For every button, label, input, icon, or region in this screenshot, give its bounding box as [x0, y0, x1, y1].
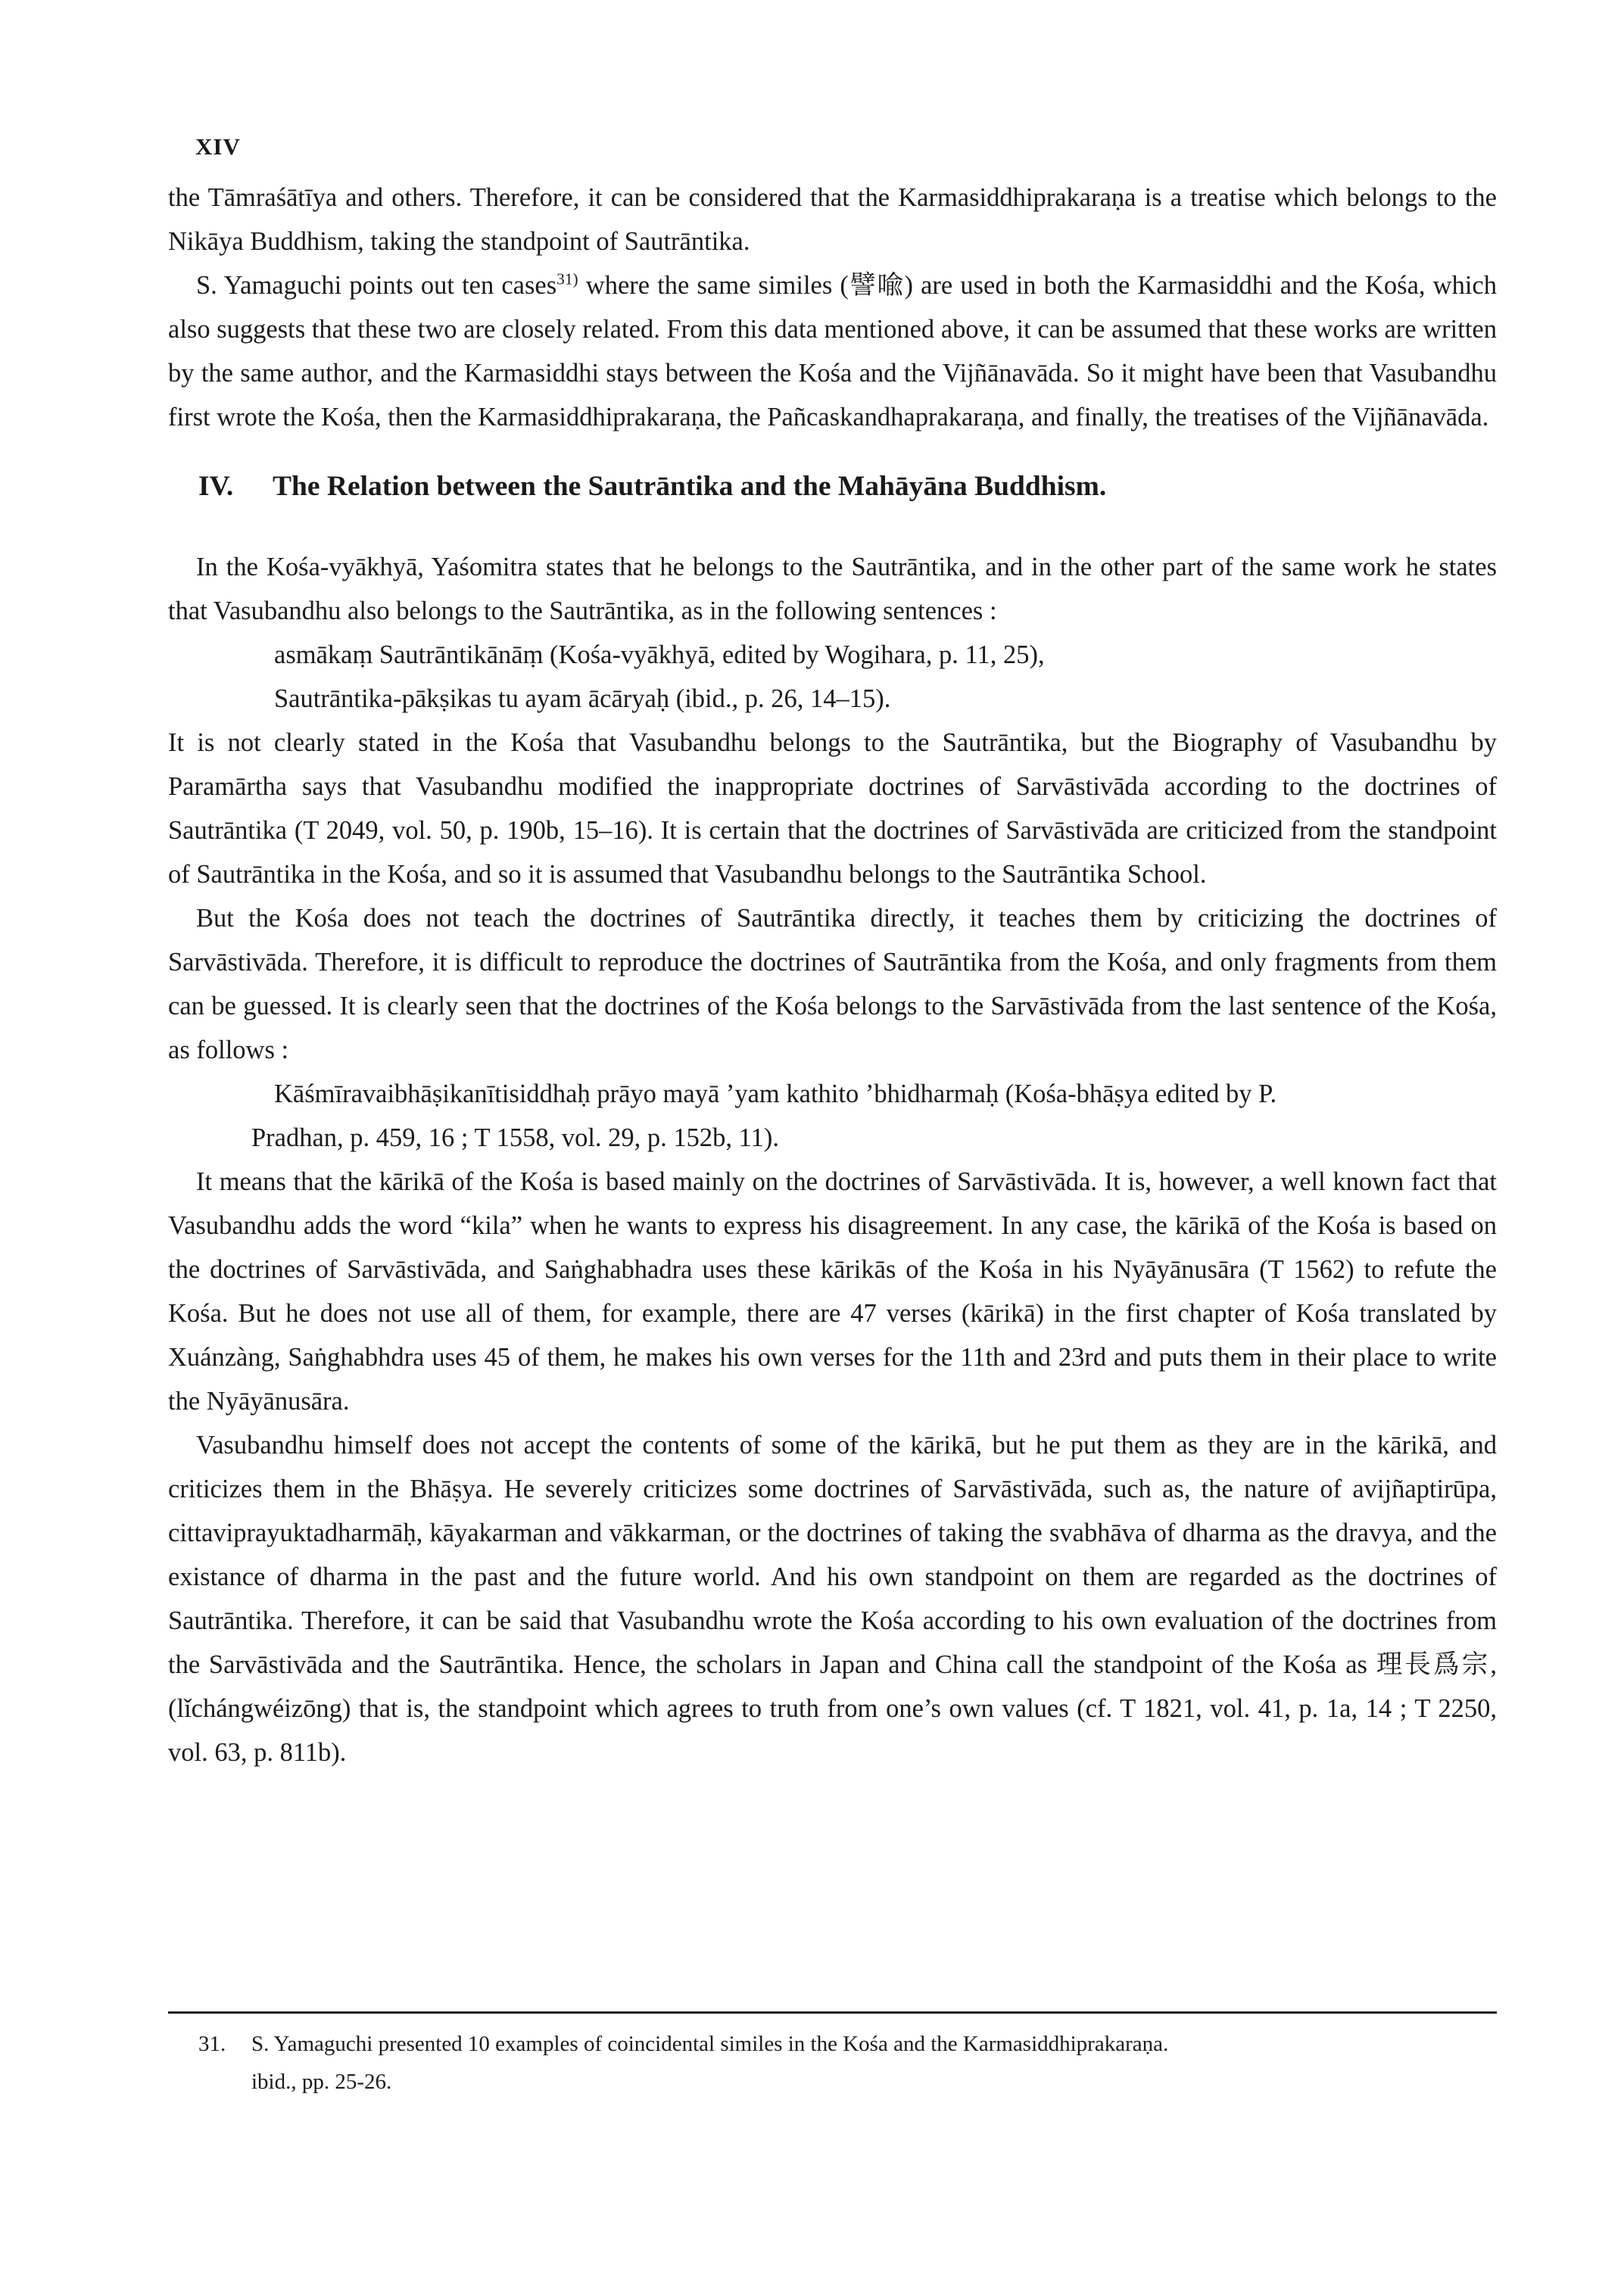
- quote-sanskrit-1: asmākaṃ Sautrāntikānāṃ (Kośa-vyākhyā, edited by Wogihara, p. 11, 25),: [274, 640, 1045, 669]
- body-text: [168, 176, 1497, 1774]
- paragraph-yamaguchi-start: S. Yamaguchi points out ten cases: [196, 271, 557, 300]
- paragraph-continuation: the Tāmraśātīya and others. Therefore, it can be considered that the Karmasiddhiprakaraṇa is a treatise which belongs to the Nikāya Buddhism, taking the standpoint of Sautrāntika.: [168, 183, 1497, 256]
- footnote-text: S. Yamaguchi presented 10 examples of coincidental similes in the Kośa and the Karmasiddhiprakaraṇa.: [251, 2032, 1169, 2056]
- paragraph-yasomitra: In the Kośa-vyākhyā, Yaśomitra states that he belongs to the Sautrāntika, and in the other part of the same work he states that Vasubandhu also belongs to the Sautrāntika, as in the following sentences :: [168, 553, 1497, 625]
- page-number: XIV: [195, 133, 241, 160]
- footnote-ref-31[interactable]: 31): [556, 269, 578, 288]
- footnote-divider: [168, 2011, 1497, 2014]
- footnote-number: 31.: [198, 2032, 226, 2056]
- footnote-line: [198, 2025, 1497, 2063]
- paragraph-kosa-teaching: But the Kośa does not teach the doctrines of Sautrāntika directly, it teaches them by criticizing the doctrines of Sarvāstivāda. Therefore, it is difficult to reproduce the doctrines of Sautrāntika from the Kośa, and only fragments from them can be guessed. It is clearly seen that the doctrines of the Kośa belongs to the Sarvāstivāda from the last sentence of the Kośa, as follows :: [168, 904, 1497, 1064]
- paragraph-yamaguchi: [168, 263, 1497, 439]
- quote-kasmira-line2: Pradhan, p. 459, 16 ; T 1558, vol. 29, p. 152b, 11).: [251, 1123, 780, 1152]
- section-number: IV.: [198, 471, 234, 502]
- paragraph-yamaguchi-rest: where the same similes (譬喩) are used in both the Karmasiddhi and the Kośa, which also suggests that these two are closely related. From this data mentioned above, it can be assumed that these works are written by the same author, and the Karmasiddhi stays between the Kośa and the Vijñānavāda. So it might have been that Vasubandhu first wrote the Kośa, then the Karmasiddhiprakaraṇa, the Pañcaskandhaprakaraṇa, and finally, the treatises of the Vijñānavāda.: [168, 271, 1497, 431]
- quote-kasmira-line1: Kāśmīravaibhāṣikanītisiddhaḥ prāyo mayā ’yam kathito ’bhidharmaḥ (Kośa-bhāṣya edited by P.: [274, 1080, 1277, 1108]
- paragraph-biography: It is not clearly stated in the Kośa that Vasubandhu belongs to the Sautrāntika, but the Biography of Vasubandhu by Paramārtha says that Vasubandhu modified the inappropriate doctrines of Sarvāstivāda according to the doctrines of Sautrāntika (T 2049, vol. 50, p. 190b, 15–16). It is certain that the doctrines of Sarvāstivāda are criticized from the standpoint of Sautrāntika in the Kośa, and so it is assumed that Vasubandhu belongs to the Sautrāntika School.: [168, 728, 1497, 889]
- section-title: The Relation between the Sautrāntika and the Mahāyāna Buddhism.: [273, 471, 1107, 502]
- footnote-continuation: ibid., pp. 25-26.: [251, 2070, 392, 2094]
- footnote: [198, 2025, 1497, 2101]
- section-heading: [198, 468, 1497, 506]
- quote-sanskrit-2: Sautrāntika-pākṣikas tu ayam ācāryaḥ (ibid., p. 26, 14–15).: [274, 684, 891, 713]
- paragraph-karika: It means that the kārikā of the Kośa is based mainly on the doctrines of Sarvāstivāda. It is, however, a well known fact that Vasubandhu adds the word “kila” when he wants to express his disagreement. In any case, the kārikā of the Kośa is based on the doctrines of Sarvāstivāda, and Saṅghabhadra uses these kārikās of the Kośa in his Nyāyānusāra (T 1562) to refute the Kośa. But he does not use all of them, for example, there are 47 verses (kārikā) in the first chapter of Kośa translated by Xuánzàng, Saṅghabhdra uses 45 of them, he makes his own verses for the 11th and 23rd and puts them in their place to write the Nyāyānusāra.: [168, 1167, 1497, 1416]
- paragraph-vasubandhu: Vasubandhu himself does not accept the contents of some of the kārikā, but he put them as they are in the kārikā, and criticizes them in the Bhāṣya. He severely criticizes some doctrines of Sarvāstivāda, such as, the nature of avijñaptirūpa, cittaviprayuktadharmāḥ, kāyakarman and vākkarman, or the doctrines of taking the svabhāva of dharma as the dravya, and the existance of dharma in the past and the future world. And his own standpoint on them are regarded as the doctrines of Sautrāntika. Therefore, it can be said that Vasubandhu wrote the Kośa according to his own evaluation of the doctrines from the Sarvāstivāda and the Sautrāntika. Hence, the scholars in Japan and China call the standpoint of the Kośa as 理長爲宗, (lǐchángwéizōng) that is, the standpoint which agrees to truth from one’s own values (cf. T 1821, vol. 41, p. 1a, 14 ; T 2250, vol. 63, p. 811b).: [168, 1431, 1497, 1767]
